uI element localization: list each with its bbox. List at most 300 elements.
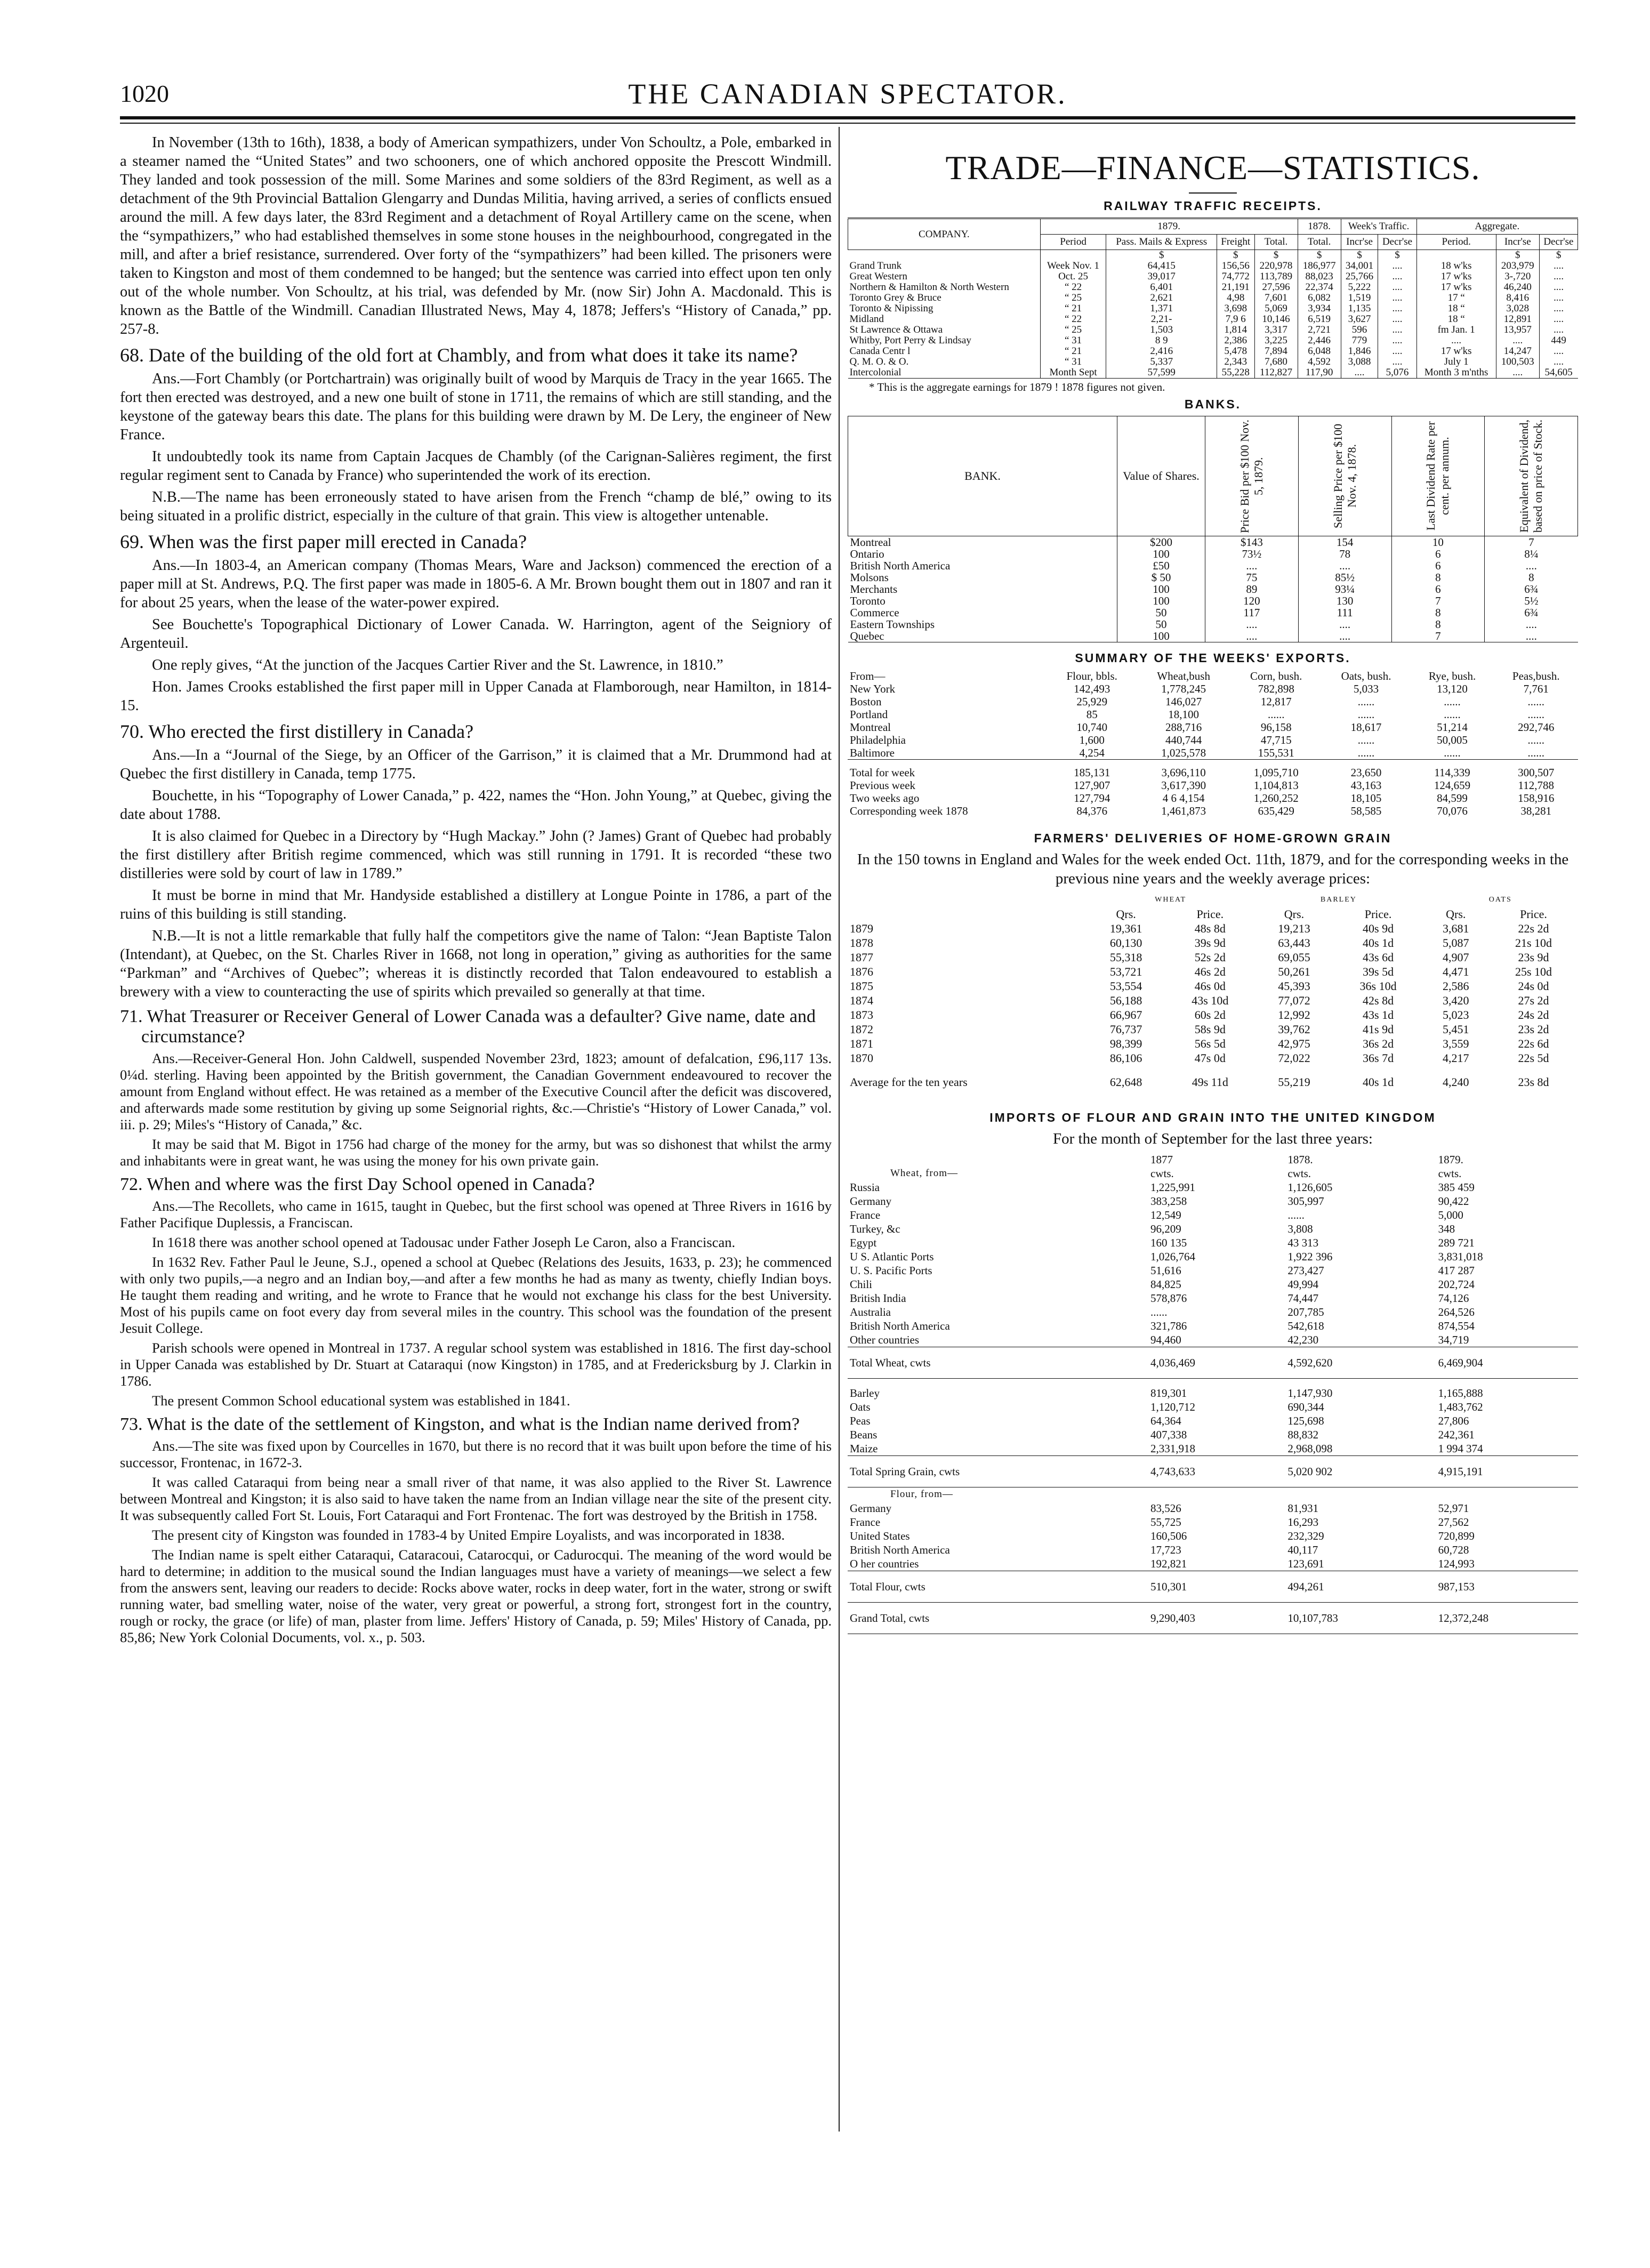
cell-value: 27,806	[1438, 1414, 1469, 1427]
cell-value: 38,281	[1520, 805, 1552, 817]
cell-value: 5,337	[1106, 357, 1217, 367]
cell-value: 73½	[1205, 548, 1299, 560]
imports-row	[848, 1236, 1578, 1250]
imports-row	[848, 1557, 1578, 1571]
farmers-row	[848, 993, 1578, 1008]
exports-title: SUMMARY OF THE WEEKS' EXPORTS.	[1075, 651, 1351, 665]
answer-paragraph: One reply gives, “At the junction of the Jacques Cartier River and the St. Lawrence, in 1810.”	[152, 657, 723, 673]
question-72-title: 72. When and where was the first Day School opened in Canada?	[120, 1175, 595, 1194]
year-col: 1879.	[1438, 1153, 1463, 1166]
cell-value: 1,225,991	[1150, 1181, 1195, 1194]
dollar-sign: $	[1217, 250, 1254, 261]
cell-value: 6,048	[1298, 346, 1341, 357]
year-label: 1872	[850, 1023, 873, 1036]
imports-row	[848, 1386, 1578, 1400]
spacer-row	[848, 1379, 1578, 1387]
origin-name: Russia	[850, 1181, 880, 1194]
cell-value: 84,376	[1076, 805, 1108, 817]
origin-name: U S. Atlantic Ports	[850, 1250, 934, 1263]
cell-value: 690,344	[1287, 1401, 1324, 1413]
cell-value: 7	[1391, 595, 1485, 607]
cell-value: 98,399	[1109, 1037, 1142, 1050]
cell-value: 5,033	[1353, 682, 1379, 695]
port-name: Baltimore	[850, 746, 895, 759]
exports-row	[848, 746, 1578, 760]
cell-value: 6,082	[1298, 293, 1341, 303]
right-column	[848, 133, 1578, 1634]
cell-value: ....	[1378, 357, 1416, 367]
cell-value: 27s 2d	[1518, 994, 1549, 1007]
cell-value: ....	[1378, 325, 1416, 335]
col-weeks-traffic: Week's Traffic.	[1341, 219, 1416, 235]
cell-value: 4,907	[1443, 951, 1469, 964]
origin-name: United States	[850, 1530, 910, 1542]
cell-value: 3,225	[1254, 335, 1298, 346]
col-total: Total.	[1254, 235, 1298, 250]
answer-paragraph: It undoubtedly took its name from Captain Jacques de Chambly (of the Carignan-Salières regiment, the first regular regiment sent to Canada by France) who superintended the work of its erection.	[120, 448, 832, 484]
answer-paragraph: In 1632 Rev. Father Paul le Jeune, S.J., opened a school at Quebec (Relations des Jesuits, 1633, p. 23); he commenced with only two pupils,—a negro and an Indian boy,—and after a few months he had as many as twenty, chiefly Indian boys. He taught them reading and writing, and he wrote to France that he would not exchange his class for the best University. Most of his pupils came on foot every day from several miles in the country. This school was the foundation of the present Jesuit College.	[120, 1254, 832, 1336]
cell-value: 160,506	[1150, 1530, 1187, 1542]
company-name: Canada Centr l	[849, 345, 911, 357]
cell-value: 22s 6d	[1518, 1037, 1549, 1050]
col-pass: Pass. Mails & Express	[1106, 235, 1217, 250]
cell-value: 4,743,633	[1140, 1456, 1277, 1487]
bank-col-selling: Selling Price per $100 Nov. 4, 1878.	[1298, 416, 1391, 536]
cell-value: ......	[1444, 695, 1461, 708]
cell-value: ....	[1298, 560, 1391, 572]
cell-value: 64,364	[1150, 1414, 1181, 1427]
cell-value: 51,616	[1150, 1264, 1181, 1277]
bank-name: Commerce	[850, 606, 899, 619]
cell-value: 21,191	[1217, 282, 1254, 293]
cell-value: 83,526	[1150, 1502, 1181, 1515]
cell-value: 16,293	[1287, 1516, 1319, 1529]
railway-table	[848, 218, 1578, 379]
cell-value: 7,9 6	[1217, 314, 1254, 325]
col-agg-period: Period.	[1416, 235, 1496, 250]
imports-title: IMPORTS OF FLOUR AND GRAIN INTO THE UNITED KINGDOM	[989, 1111, 1436, 1124]
cell-value: $ 50	[1117, 572, 1205, 583]
exports-col: Peas,bush.	[1512, 670, 1560, 682]
cell-value: 10,107,783	[1277, 1603, 1427, 1634]
cell-value: 23s 9d	[1518, 951, 1549, 964]
cell-value: 1,371	[1106, 303, 1217, 314]
cell-value: 22,374	[1298, 282, 1341, 293]
cell-value: ....	[1496, 335, 1539, 346]
cell-value: 60,728	[1438, 1543, 1469, 1556]
imports-total-row	[848, 1571, 1578, 1603]
year-label: 1877	[850, 951, 873, 964]
cell-value: 43s 6d	[1363, 951, 1394, 964]
year-label: 1878	[850, 936, 873, 950]
cell-value: 17,723	[1150, 1543, 1181, 1556]
cell-value: 635,429	[1258, 805, 1294, 817]
cell-value: 1,260,252	[1253, 792, 1299, 805]
col-price: Price.	[1196, 907, 1224, 921]
farmers-row	[848, 1036, 1578, 1051]
col-company: COMPANY.	[848, 219, 1041, 250]
total-label: Total Spring Grain, cwts	[848, 1456, 1140, 1487]
cell-value: 158,916	[1518, 792, 1555, 805]
cell-value: 4,254	[1079, 746, 1105, 759]
bank-col-equivalent: Equivalent of Dividend, based on price of Stock.	[1485, 416, 1578, 536]
cell-value: 36s 10d	[1359, 979, 1397, 993]
col-incr: Incr'se	[1341, 235, 1378, 250]
exports-total-row	[848, 805, 1578, 817]
cell-value: 39s 5d	[1363, 965, 1394, 978]
cell-value: 50,261	[1278, 965, 1310, 978]
answer-paragraph: The Indian name is spelt either Cataraqui, Cataracoui, Catarocqui, or Cadurocqui. The meaning of the word would be hard to determine; in addition to the musical sound the Indian languages must have a variety of meanings—we select a few from the answers sent, leaving our readers to decide: Rocks above water, rocks in deep water, fort in the water, strong or swift running water, bad smelling water, noise of the water, very great or powerful, a strong fort, strongest fort in the country, rough or rocky, the grace (or life) of man, plaster from lime. Jeffers' History of Canada, p. 59; Miles' History of Canada, pp. 85,86; New York Colonial Documents, vol. x., p. 503.	[120, 1547, 832, 1645]
cell-value: 6,401	[1106, 282, 1217, 293]
cell-value: ......	[1527, 695, 1545, 708]
cell-value: $143	[1205, 536, 1299, 549]
cell-value: 18,105	[1350, 792, 1382, 805]
cell-value: $200	[1117, 536, 1205, 549]
cell-value: 6¾	[1485, 607, 1578, 618]
imports-row	[848, 1515, 1578, 1529]
imports-row	[848, 1291, 1578, 1305]
cell-value: 25s 10d	[1515, 965, 1552, 978]
exports-row	[848, 695, 1578, 708]
origin-name: Australia	[850, 1306, 891, 1318]
cell-value: 2,968,098	[1287, 1442, 1333, 1455]
farmers-row	[848, 979, 1578, 993]
cell-value: “ 31	[1040, 357, 1106, 367]
cell-value: 160 135	[1150, 1236, 1187, 1249]
cell-value: 34,719	[1438, 1333, 1469, 1346]
cell-value: 55,219	[1278, 1075, 1310, 1089]
cell-value: 74,447	[1287, 1292, 1319, 1305]
wheat-from-label: Wheat, from—	[890, 1168, 959, 1179]
railway-title: RAILWAY TRAFFIC RECEIPTS.	[1104, 199, 1322, 213]
cell-value: 76,737	[1109, 1023, 1142, 1036]
cell-value: 7,894	[1254, 346, 1298, 357]
cell-value: 43s 1d	[1363, 1008, 1394, 1022]
cell-value: 62,648	[1109, 1075, 1142, 1089]
bank-col-dividend: Last Dividend Rate per cent. per annum.	[1391, 416, 1485, 536]
cell-value: 86,106	[1109, 1051, 1142, 1065]
cell-value: ....	[1205, 630, 1299, 642]
cell-value: 124,659	[1434, 779, 1471, 792]
group-wheat: WHEAT	[1155, 896, 1187, 904]
total-label: Previous week	[850, 779, 916, 792]
origin-name: Egypt	[850, 1236, 877, 1249]
cell-value: July 1	[1416, 357, 1496, 367]
cell-value: ......	[1527, 708, 1545, 721]
cell-value: 4,592	[1298, 357, 1341, 367]
cell-value: 63,443	[1278, 936, 1310, 950]
cell-value: 8,416	[1496, 293, 1539, 303]
total-label: Two weeks ago	[850, 792, 920, 805]
col-aggregate: Aggregate.	[1416, 219, 1577, 235]
cell-value: ......	[1357, 695, 1375, 708]
exports-col: Wheat,bush	[1157, 670, 1210, 682]
answer-paragraph: The present Common School educational system was established in 1841.	[152, 1393, 570, 1409]
origin-name: Other countries	[850, 1333, 920, 1346]
cell-value: ....	[1539, 357, 1577, 367]
answer-paragraph: See Bouchette's Topographical Dictionary of Lower Canada. W. Harrington, agent of the Seigniory of Argenteuil.	[120, 616, 832, 652]
question-73-title: 73. What is the date of the settlement of Kingston, and what is the Indian name derived from?	[120, 1414, 800, 1434]
railway-footnote: * This is the aggregate earnings for 1879 ! 1878 figures not given.	[869, 381, 1165, 393]
cell-value: 23,650	[1322, 760, 1411, 779]
cell-value: 3,831,018	[1438, 1250, 1483, 1263]
origin-name: Turkey, &c	[850, 1223, 900, 1235]
group-barley: BARLEY	[1320, 896, 1357, 904]
cell-value: 25,766	[1341, 271, 1378, 282]
unit-col: cwts.	[1438, 1167, 1462, 1180]
cell-value: 36s 7d	[1363, 1051, 1394, 1065]
dollar-sign: $	[1298, 250, 1341, 261]
origin-name: Germany	[850, 1502, 892, 1515]
cell-value: ....	[1378, 271, 1416, 282]
bank-row	[848, 618, 1578, 630]
cell-value: 85	[1086, 708, 1098, 721]
cell-value: 70,076	[1437, 805, 1468, 817]
cell-value: 385 459	[1438, 1181, 1475, 1194]
bank-name: British North America	[850, 559, 951, 572]
cell-value: 6	[1391, 560, 1485, 572]
cell-value: 111	[1298, 607, 1391, 618]
cell-value: 12,992	[1278, 1008, 1310, 1022]
cell-value: 6	[1391, 583, 1485, 595]
cell-value: 7,680	[1254, 357, 1298, 367]
cell-value: 5½	[1485, 595, 1578, 607]
cell-value: 10	[1391, 536, 1485, 549]
cell-value: 19,361	[1109, 922, 1142, 935]
cell-value: 232,329	[1287, 1530, 1324, 1542]
cell-value: 510,301	[1140, 1571, 1277, 1603]
cell-value: ....	[1539, 303, 1577, 314]
farmers-row	[848, 1022, 1578, 1036]
origin-name: British North America	[850, 1543, 950, 1556]
railway-row	[848, 357, 1578, 367]
cell-value: 93¼	[1298, 583, 1391, 595]
exports-col: Oats, bush.	[1341, 670, 1391, 682]
cell-value: 220,978	[1254, 261, 1298, 271]
cell-value: 18,617	[1350, 721, 1382, 734]
cell-value: 43 313	[1287, 1236, 1319, 1249]
cell-value: ......	[1357, 746, 1375, 759]
cell-value: 417 287	[1438, 1264, 1475, 1277]
cell-value: ......	[1287, 1209, 1305, 1221]
cell-value: 1,147,930	[1287, 1387, 1333, 1400]
cell-value: 117	[1205, 607, 1299, 618]
cell-value: ....	[1298, 630, 1391, 642]
cell-value: 8	[1391, 618, 1485, 630]
cell-value: 13,120	[1437, 682, 1468, 695]
cell-value: ....	[1539, 271, 1577, 282]
imports-row	[848, 1529, 1578, 1543]
cell-value: 12,891	[1496, 314, 1539, 325]
cell-value: 8¼	[1485, 548, 1578, 560]
cell-value: 127,794	[1074, 792, 1110, 805]
cell-value: 47s 0d	[1194, 1051, 1226, 1065]
cell-value: ......	[1150, 1306, 1168, 1318]
cell-value: 2,586	[1443, 979, 1469, 993]
cell-value: 142,493	[1074, 682, 1110, 695]
col-decr: Decr'se	[1378, 235, 1416, 250]
cell-value: ....	[1539, 314, 1577, 325]
col-price: Price.	[1520, 907, 1547, 921]
cell-value: ....	[1205, 618, 1299, 630]
left-column	[120, 133, 832, 1649]
bank-row	[848, 583, 1578, 595]
cell-value: 6	[1391, 548, 1485, 560]
cell-value: 75	[1205, 572, 1299, 583]
cell-value: 494,261	[1277, 1571, 1427, 1603]
cell-value: 2,386	[1217, 335, 1254, 346]
cell-value: 10,146	[1254, 314, 1298, 325]
cell-value: ....	[1539, 293, 1577, 303]
cell-value: 3,088	[1341, 357, 1378, 367]
cell-value: 146,027	[1165, 695, 1202, 708]
running-title: THE CANADIAN SPECTATOR.	[628, 78, 1067, 110]
cell-value: 47,715	[1260, 734, 1292, 746]
farmers-title: FARMERS' DELIVERIES OF HOME-GROWN GRAIN	[1034, 831, 1392, 845]
cell-value: 292,746	[1518, 721, 1555, 734]
cell-value: “ 25	[1040, 325, 1106, 335]
cell-value: 348	[1438, 1223, 1455, 1235]
cell-value: 6¾	[1485, 583, 1578, 595]
cell-value: 4,217	[1443, 1051, 1469, 1065]
cell-value: 10,740	[1076, 721, 1108, 734]
cell-value: ....	[1298, 618, 1391, 630]
cell-value: Oct. 25	[1040, 271, 1106, 282]
col-freight: Freight	[1217, 235, 1254, 250]
cell-value: 24s 0d	[1518, 979, 1549, 993]
origin-name: France	[850, 1516, 881, 1529]
cell-value: 8 9	[1106, 335, 1217, 346]
bank-row	[848, 630, 1578, 642]
exports-col: Rye, bush.	[1428, 670, 1476, 682]
answer-paragraph: Ans.—In 1803-4, an American company (Thomas Mears, Ware and Jackson) commenced the erection of a paper mill at St. Andrews, P.Q. The first paper was made in 1805-6. A Mr. Brown bought them out in 1807 and ran it for about 25 years, when the lease of the water-power expired.	[120, 557, 832, 611]
cell-value: 41s 9d	[1363, 1023, 1394, 1036]
cell-value: 12,817	[1260, 695, 1292, 708]
port-name: New York	[850, 682, 896, 695]
cell-value: 542,618	[1287, 1320, 1324, 1332]
bank-name: Merchants	[850, 583, 898, 596]
cell-value: 24s 2d	[1518, 1008, 1549, 1022]
cell-value: 5,076	[1378, 367, 1416, 379]
cell-value: “ 22	[1040, 282, 1106, 293]
bank-name: Toronto	[850, 594, 886, 607]
total-label: Total Flour, cwts	[848, 1571, 1140, 1603]
farmers-row	[848, 950, 1578, 964]
cell-value: 96,158	[1260, 721, 1292, 734]
imports-row	[848, 1543, 1578, 1557]
cell-value: 3,317	[1254, 325, 1298, 335]
bank-name: Montreal	[850, 536, 891, 549]
cell-value: 51,214	[1437, 721, 1468, 734]
cell-value: ....	[1378, 261, 1416, 271]
cell-value: ....	[1416, 335, 1496, 346]
cell-value: 3,627	[1341, 314, 1378, 325]
cell-value: 819,301	[1150, 1387, 1187, 1400]
cell-value: 449	[1539, 335, 1577, 346]
cell-value: 69,055	[1278, 951, 1310, 964]
cell-value: 779	[1341, 335, 1378, 346]
cell-value: ......	[1527, 734, 1545, 746]
exports-total-row	[848, 792, 1578, 805]
cell-value: ....	[1378, 282, 1416, 293]
farmers-row	[848, 936, 1578, 950]
cell-value: 17 “	[1416, 293, 1496, 303]
cell-value: Month Sept	[1040, 367, 1106, 379]
imports-grand-total-row	[848, 1603, 1578, 1634]
port-name: Portland	[850, 708, 888, 721]
cell-value: 407,338	[1150, 1428, 1187, 1441]
origin-name: France	[850, 1209, 881, 1221]
cell-value: 2,721	[1298, 325, 1341, 335]
dollar-sign: $	[1341, 250, 1378, 261]
cell-value: 88,023	[1298, 271, 1341, 282]
cell-value: 74,772	[1217, 271, 1254, 282]
cell-value: ....	[1378, 293, 1416, 303]
bank-col-name: BANK.	[848, 416, 1117, 536]
cell-value: 25,929	[1076, 695, 1108, 708]
imports-row	[848, 1319, 1578, 1333]
cell-value: ......	[1444, 746, 1461, 759]
bank-row	[848, 595, 1578, 607]
answer-paragraph: Ans.—Fort Chambly (or Portchartrain) was originally built of wood by Marquis de Tracy in the year 1665. The fort then erected was destroyed, and a new one built of stone in 1711, the remains of which are still standing, and the keystone of the gateway bears this date. The plans for this building were drawn by M. De Lery, the engineer of New France.	[120, 371, 832, 443]
imports-row	[848, 1501, 1578, 1515]
cell-value: 1,165,888	[1438, 1387, 1483, 1400]
cell-value: 113,789	[1254, 271, 1298, 282]
cell-value: 1,503	[1106, 325, 1217, 335]
origin-name: British India	[850, 1292, 906, 1305]
cell-value: ....	[1378, 314, 1416, 325]
answer-paragraph: Hon. James Crooks established the first paper mill in Upper Canada at Flamborough, near Hamilton, in 1814-15.	[120, 679, 832, 714]
question-71-title: 71. What Treasurer or Receiver General of Lower Canada was a defaulter? Give name, date and circumstance?	[120, 1007, 816, 1047]
exports-rows	[848, 682, 1578, 817]
port-name: Boston	[850, 695, 882, 708]
imports-row	[848, 1180, 1578, 1194]
company-name: Toronto & Nipissing	[849, 303, 933, 314]
cell-value: 192,821	[1150, 1557, 1187, 1570]
answer-paragraph: It was called Cataraqui from being near a small river of that name, it was also applied to the River St. Lawrence between Montreal and Kingston; it is also said to have taken the name from an Indian village near the site of the present city. It was subsequently called Fort St. Louis, Fort Cataraqui and Fort Frontenac. The fort was destroyed by the British in 1758.	[120, 1474, 832, 1523]
cell-value: 40,117	[1287, 1543, 1318, 1556]
cell-value: 58s 9d	[1194, 1023, 1226, 1036]
cell-value: 21s 10d	[1515, 936, 1552, 950]
cell-value: 14,247	[1496, 346, 1539, 357]
railway-rows	[848, 250, 1578, 379]
col-period: Period	[1040, 235, 1106, 250]
cell-value: 273,427	[1287, 1264, 1324, 1277]
cell-value: 18,100	[1168, 708, 1199, 721]
cell-value: 7	[1485, 536, 1578, 549]
cell-value: 782,898	[1258, 682, 1294, 695]
cell-value: 9,290,403	[1140, 1603, 1277, 1634]
cell-value: 78	[1298, 548, 1391, 560]
cell-value: 46s 2d	[1194, 965, 1226, 978]
bank-col-bid: Price Bid per $100 Nov. 5, 1879.	[1205, 416, 1299, 536]
cell-value: 74,126	[1438, 1292, 1469, 1305]
cell-value: 383,258	[1150, 1195, 1187, 1208]
cell-value: 1 994 374	[1438, 1442, 1483, 1455]
exports-table	[848, 670, 1578, 817]
imports-total-row	[848, 1347, 1578, 1379]
cell-value: 4,240	[1443, 1075, 1469, 1089]
cell-value: 46,240	[1496, 282, 1539, 293]
cell-value: 100	[1117, 595, 1205, 607]
cell-value: 27,562	[1438, 1516, 1469, 1529]
cell-value: 5,000	[1438, 1209, 1463, 1221]
grain-name: Beans	[850, 1428, 878, 1441]
imports-row	[848, 1305, 1578, 1319]
cell-value: “ 21	[1040, 303, 1106, 314]
col-1878: 1878.	[1298, 219, 1341, 235]
cell-value: ......	[1267, 708, 1285, 721]
